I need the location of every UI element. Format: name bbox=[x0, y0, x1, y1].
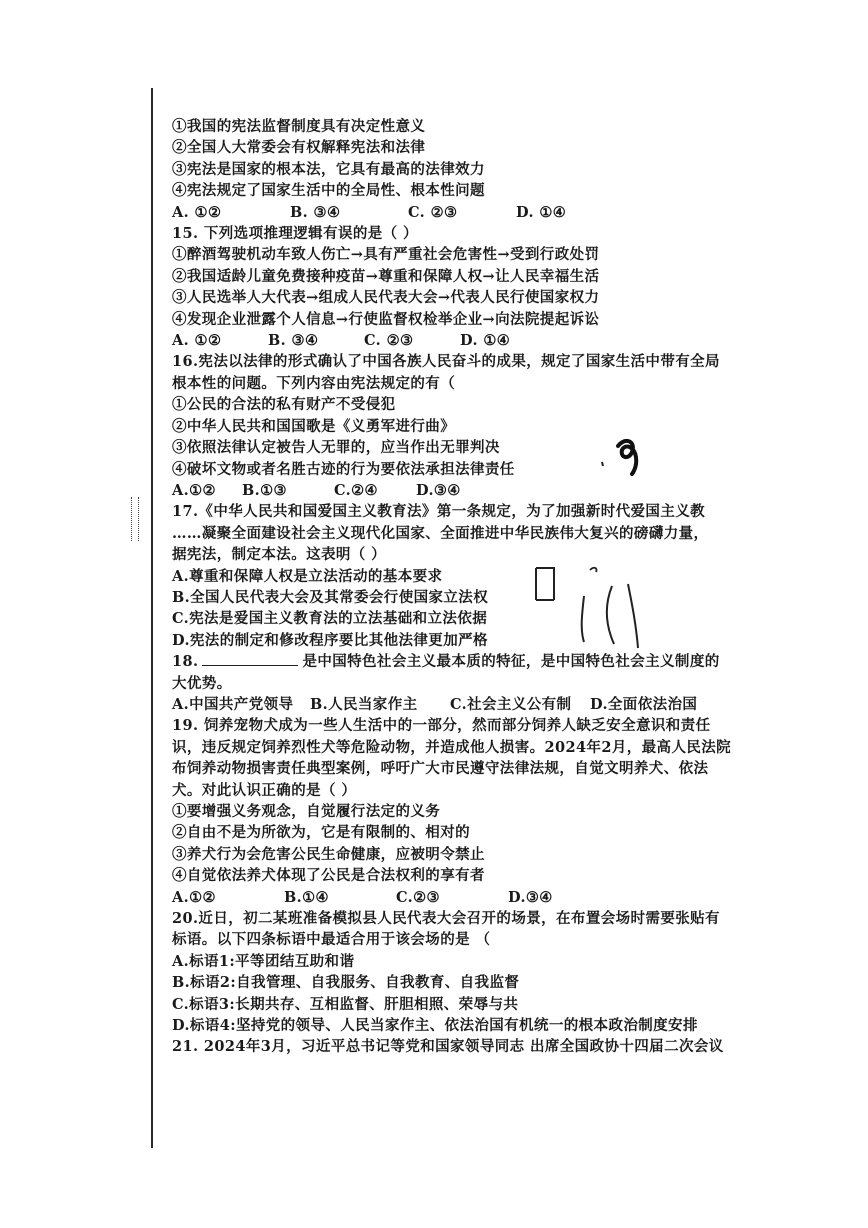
q15-item-4: ④发现企业泄露个人信息→行使监督权检举企业→向法院提起诉讼 bbox=[172, 310, 600, 328]
q17-stem-line-3: 据宪法，制定本法。这表明（ ） bbox=[172, 546, 387, 564]
q20-option-d: D.标语4:坚持党的领导、人民当家作主、依法治国有机统一的根本政治制度安排 bbox=[172, 1017, 698, 1035]
q17-option-a: A.尊重和保障人权是立法活动的基本要求 bbox=[172, 567, 443, 585]
q18-options bbox=[172, 694, 862, 715]
q17-option-d: D.宪法的制定和修改程序要比其他法律更加严格 bbox=[172, 631, 488, 649]
q19-option-a: A.①② bbox=[172, 888, 216, 906]
q14-item-1: ①我国的宪法监督制度具有决定性意义 bbox=[172, 118, 426, 135]
q14-option-b: B. ③④ bbox=[290, 203, 341, 221]
q15-option-c: C. ②③ bbox=[364, 332, 414, 350]
q19-item-1: ①要增强义务观念，自觉履行法定的义务 bbox=[172, 803, 441, 820]
q16-stem-line-1: 16.宪法以法律的形式确认了中国各族人民奋斗的成果，规定了国家生活中带有全局 bbox=[172, 353, 720, 371]
q18-stem-line-1 bbox=[172, 651, 862, 672]
question-18 bbox=[172, 651, 862, 715]
question-16 bbox=[172, 351, 862, 501]
q20-stem-line-1: 20.近日，初二某班准备模拟县人民代表大会召开的场景，在布置会场时需要张贴有 bbox=[172, 910, 720, 928]
q19-option-c: C.②③ bbox=[396, 888, 440, 906]
q14-options bbox=[172, 202, 862, 223]
q18-option-a: A.中国共产党领导 bbox=[172, 695, 294, 713]
question-17 bbox=[172, 501, 862, 651]
q20-option-b: B.标语2:自我管理、自我服务、自我教育、自我监督 bbox=[172, 974, 520, 992]
q15-item-3: ③人民选举人大代表→组成人民代表大会→代表人民行使国家权力 bbox=[172, 289, 600, 307]
q17-option-c: C.宪法是爱国主义教育法的立法基础和立法依据 bbox=[172, 610, 488, 628]
q15-option-a: A. ①② bbox=[172, 332, 222, 350]
q20-option-a: A.标语1:平等团结互助和谐 bbox=[172, 952, 355, 970]
q18-stem-text: 是中国特色社会主义最本质的特征，是中国特色社会主义制度的 bbox=[302, 653, 720, 671]
q16-item-2: ②中华人民共和国国歌是《义勇军进行曲》 bbox=[172, 417, 456, 435]
question-15 bbox=[172, 223, 862, 351]
q17-stem-line-2: ……凝聚全面建设社会主义现代化国家、全面推进中华民族伟大复兴的磅礴力量， bbox=[172, 524, 709, 542]
exam-page bbox=[172, 116, 862, 1058]
q19-stem-line-4: 犬。对此认识正确的是（ ） bbox=[172, 781, 357, 799]
q16-stem-line-2: 根本性的问题。下列内容由宪法规定的有（ bbox=[172, 374, 456, 392]
question-19 bbox=[172, 715, 862, 908]
q16-options bbox=[172, 480, 862, 501]
q14-item-4: ④宪法规定了国家生活中的全局性、根本性问题 bbox=[172, 182, 485, 200]
q15-item-1: ①醉酒驾驶机动车致人伤亡→具有严重社会危害性→受到行政处罚 bbox=[172, 246, 600, 264]
q14-item-3: ③宪法是国家的根本法，它具有最高的法律效力 bbox=[172, 160, 485, 178]
q15-option-d: D. ①④ bbox=[460, 332, 511, 350]
q20-option-c: C.标语3:长期共存、互相监督、肝胆相照、荣辱与共 bbox=[172, 995, 519, 1013]
handwritten-mark-q17 bbox=[528, 560, 648, 656]
q16-item-4: ④破坏文物或者名胜古迹的行为要依法承担法律责任 bbox=[172, 460, 515, 478]
q18-answer-blank bbox=[202, 651, 298, 666]
q21-stem: 21. 2024年3月，习近平总书记等党和国家领导同志 出席全国政协十四届二次会议 bbox=[172, 1038, 724, 1056]
question-21 bbox=[172, 1036, 862, 1057]
q14-option-d: D. ①④ bbox=[516, 203, 567, 221]
q19-option-d: D.③④ bbox=[508, 888, 553, 906]
q19-stem-line-2: 识，违反规定饲养烈性犬等危险动物，并造成他人损害。2024年2月，最高人民法院 bbox=[172, 738, 732, 756]
q19-item-4: ④自觉依法养犬体现了公民是合法权利的享有者 bbox=[172, 867, 485, 885]
q14-option-a: A. ①② bbox=[172, 203, 222, 221]
q15-item-2: ②我国适龄儿童免费接种疫苗→尊重和保障人权→让人民幸福生活 bbox=[172, 267, 600, 285]
q18-option-c: C.社会主义公有制 bbox=[450, 695, 572, 713]
q15-stem: 15. 下列选项推理逻辑有误的是（ ） bbox=[172, 225, 418, 243]
q18-number: 18. bbox=[172, 653, 199, 671]
q15-option-b: B. ③④ bbox=[268, 332, 319, 350]
margin-binding-mark bbox=[131, 497, 139, 541]
q16-option-b: B.①③ bbox=[242, 481, 287, 499]
q19-option-b: B.①④ bbox=[284, 888, 329, 906]
q19-item-3: ③养犬行为会危害公民生命健康，应被明令禁止 bbox=[172, 845, 485, 863]
q16-item-3: ③依照法律认定被告人无罪的，应当作出无罪判决 bbox=[172, 439, 500, 457]
q14-item-2: ②全国人大常委会有权解释宪法和法律 bbox=[172, 139, 426, 157]
q19-stem-line-3: 布饲养动物损害责任典型案例，呼吁广大市民遵守法律法规，自觉文明养犬、依法 bbox=[172, 760, 709, 778]
q16-option-c: C.②④ bbox=[334, 481, 378, 499]
q20-stem-line-2: 标语。以下四条标语中最适合用于该会场的是 （ bbox=[172, 931, 491, 949]
q16-item-1: ①公民的合法的私有财产不受侵犯 bbox=[172, 396, 396, 414]
q18-stem-line-2: 大优势。 bbox=[172, 674, 232, 692]
question-20 bbox=[172, 908, 862, 1036]
q16-option-a: A.①② bbox=[172, 481, 216, 499]
q18-option-d: D.全面依法治国 bbox=[590, 695, 698, 713]
q18-option-b: B.人民当家作主 bbox=[310, 695, 418, 713]
handwritten-mark-q16 bbox=[596, 432, 646, 478]
question-14 bbox=[172, 116, 862, 223]
q17-option-b: B.全国人民代表大会及其常委会行使国家立法权 bbox=[172, 588, 489, 606]
margin-rule bbox=[151, 88, 153, 1148]
q19-options bbox=[172, 887, 862, 908]
q17-stem-line-1: 17.《中华人民共和国爱国主义教育法》第一条规定，为了加强新时代爱国主义教 bbox=[172, 503, 706, 521]
q15-options bbox=[172, 330, 862, 351]
q19-stem-line-1: 19. 饲养宠物犬成为一些人生活中的一部分，然而部分饲养人缺乏安全意识和责任 bbox=[172, 717, 711, 735]
q14-option-c: C. ②③ bbox=[408, 203, 458, 221]
q19-item-2: ②自由不是为所欲为，它是有限制的、相对的 bbox=[172, 824, 470, 842]
q16-option-d: D.③④ bbox=[416, 481, 461, 499]
